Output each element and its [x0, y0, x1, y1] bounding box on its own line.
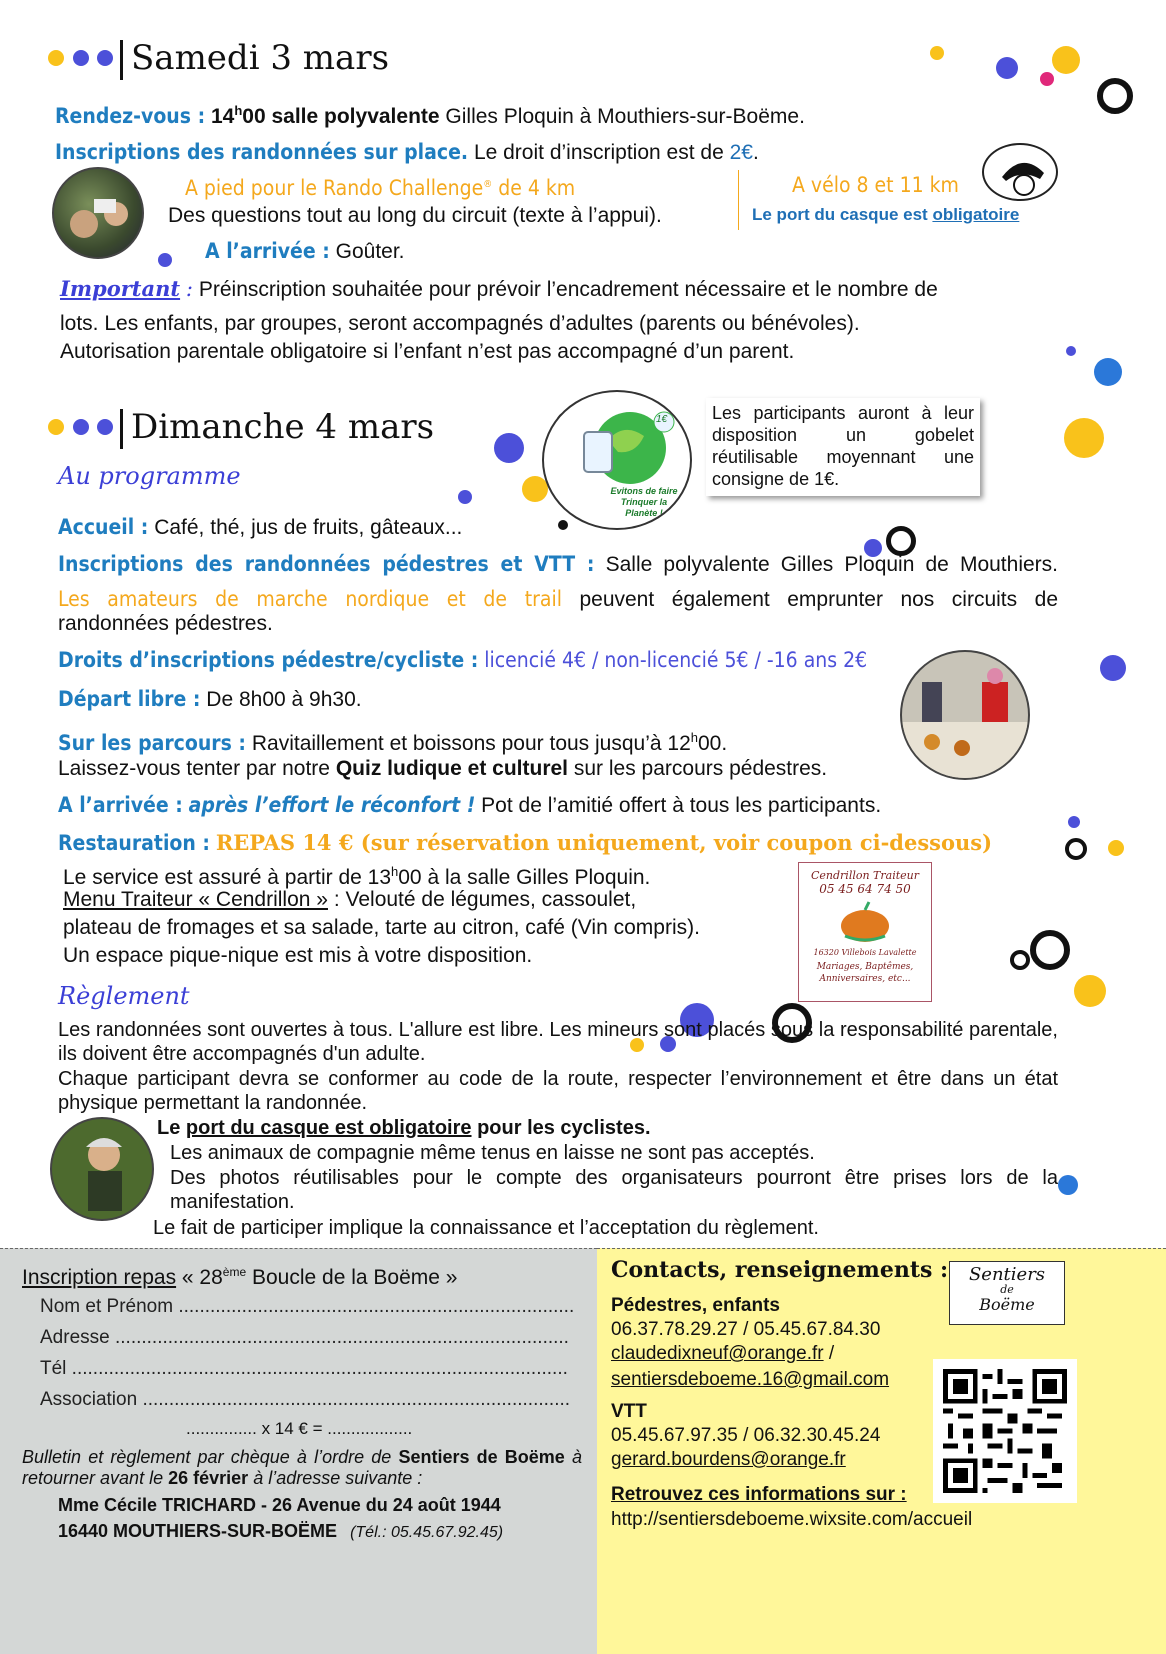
form-addr2: 16440 MOUTHIERS-SUR-BOËME (Tél.: 05.45.67.92.45): [58, 1521, 504, 1541]
form-total[interactable]: ............... x 14 € = ..................: [186, 1419, 413, 1438]
site-url[interactable]: http://sentiersdeboeme.wixsite.com/accueil: [611, 1509, 973, 1530]
traiteur-city: 16320 Villebois Lavalette: [813, 948, 917, 957]
arrivee-line: A l’arrivée : après l’effort le réconfort ! Pot de l’amitié offert à tous les participants.: [58, 793, 882, 817]
bike-link[interactable]: obligatoire: [932, 205, 1020, 224]
bike-text: Le port du casque est obligatoire: [752, 205, 1020, 224]
col-divider: [738, 170, 739, 230]
quiz-line: Laissez-vous tenter par notre Quiz ludique et culturel sur les parcours pédestres.: [58, 757, 828, 780]
resto-l2: Menu Traiteur « Cendrillon » : Velouté de légumes, cassoulet,: [63, 888, 637, 911]
bike-label: A vélo 8 et 11 km: [792, 173, 959, 197]
vtt-label: VTT: [611, 1401, 647, 1422]
important-line1: Important : Préinscription souhaitée pour prévoir l’encadrement nécessaire et le nombre de: [60, 276, 938, 301]
form-adresse[interactable]: Adresse ......................................................................................: [40, 1327, 569, 1348]
ped-phones: 06.37.78.29.27 / 05.45.67.84.30: [611, 1319, 881, 1340]
foot-text: Des questions tout au long du circuit (texte à l’appui).: [168, 204, 662, 227]
form-tel[interactable]: Tél ..............................................................................................: [40, 1358, 568, 1379]
parcours-line: Sur les parcours : Ravitaillement et boissons pour tous jusqu’à 12$^h$00.: [58, 730, 728, 755]
traiteur-phone: 05 45 64 74 50: [819, 882, 911, 896]
form-addr1: Mme Cécile TRICHARD - 26 Avenue du 24 août 1944: [58, 1495, 501, 1515]
programme-title: Au programme: [58, 462, 241, 490]
traiteur-tag: Mariages, Baptêmes, Anniversaires, etc...: [816, 962, 914, 984]
form-nom[interactable]: Nom et Prénom ...........................................................................: [40, 1296, 575, 1317]
rdv-line: Rendez-vous : 14$^h$00 salle polyvalente Gilles Ploquin à Mouthiers-sur-Boëme.: [55, 103, 805, 128]
important-line3: Autorisation parentale obligatoire si l’enfant n’est pas accompagné d’un parent.: [60, 340, 795, 363]
eco-logo: [542, 390, 692, 530]
vtt-mail[interactable]: gerard.bourdens@orange.fr: [611, 1449, 846, 1470]
ped-mail1[interactable]: claudedixneuf@orange.fr: [611, 1343, 824, 1364]
reglement-p2: Chaque participant devra se conformer au code de la route, respecter l’environnement et être dans un état physique permettant la randonnée.: [58, 1068, 1058, 1114]
animaux-line: Les animaux de compagnie même tenus en laisse ne sont pas acceptés.: [170, 1142, 815, 1164]
ped-mail2[interactable]: sentiersdeboeme.16@gmail.com: [611, 1369, 890, 1390]
inscr-line: Inscriptions des randonnées sur place. Le droit d’inscription est de 2€.: [55, 140, 759, 164]
sunday-heading: Dimanche 4 mars: [120, 407, 434, 449]
retrouvez: Retrouvez ces informations sur :: [611, 1484, 907, 1505]
meal-form: [0, 1248, 597, 1654]
important-line2: lots. Les enfants, par groupes, seront accompagnés d’adultes (parents ou bénévoles).: [60, 312, 860, 335]
inscr-sun-line: Inscriptions des randonnées pédestres et VTT : Salle polyvalente Gilles Ploquin de Mouthiers.: [58, 552, 1058, 576]
form-bulletin: Bulletin et règlement par chèque à l’ordre de Sentiers de Boëme à retourner avant le 26 février à l’adresse suivante :: [22, 1447, 582, 1488]
nordic-line2: randonnées pédestres.: [58, 612, 273, 635]
ped-label: Pédestres, enfants: [611, 1295, 780, 1316]
casque-line: Le port du casque est obligatoire pour les cyclistes.: [157, 1117, 651, 1139]
droits-line: Droits d’inscriptions pédestre/cycliste : licencié 4€ / non-licencié 5€ / -16 ans 2€: [58, 648, 868, 672]
depart-line: Départ libre : De 8h00 à 9h30.: [58, 687, 362, 711]
resto-l4: Un espace pique-nique est mis à votre disposition.: [63, 944, 533, 967]
vtt-phones: 05.45.67.97.35 / 06.32.30.45.24: [611, 1425, 881, 1446]
gobelet-box: Les participants auront à leur disposition un gobelet réutilisable moyennant une consigne de 1€.: [706, 398, 980, 496]
nordic-line: Les amateurs de marche nordique et de trail peuvent également emprunter nos circuits de: [58, 587, 1058, 611]
resto-l3: plateau de fromages et sa salade, tarte au citron, café (Vin compris).: [63, 916, 700, 939]
ped-mail-line: claudedixneuf@orange.fr /: [611, 1343, 835, 1364]
saturday-heading: Samedi 3 mars: [120, 38, 389, 80]
resto-line: Restauration : REPAS 14 € (sur réservation uniquement, voir coupon ci-dessous): [58, 830, 993, 855]
accueil-line: Accueil : Café, thé, jus de fruits, gâteaux...: [58, 515, 463, 539]
contacts-title: Contacts, renseignements :: [611, 1257, 949, 1283]
arrival-line: A l’arrivée : Goûter.: [205, 239, 405, 263]
contacts-panel: [597, 1248, 1166, 1654]
kids-photo: [52, 167, 144, 259]
rider-photo: [50, 1117, 154, 1221]
fait-line: Le fait de participer implique la connaissance et l’acceptation du règlement.: [153, 1217, 819, 1239]
qr-code[interactable]: [933, 1359, 1077, 1503]
resto-l1: Le service est assuré à partir de 13$^h$00 à la salle Gilles Ploquin.: [63, 864, 651, 889]
traiteur-card: [798, 862, 932, 1002]
eco-text: Evitons de faire Trinquer la Planète !: [610, 486, 678, 518]
traiteur-name: Cendrillon Traiteur: [810, 869, 919, 882]
sentiers-logo: Sentiers de Boëme: [949, 1261, 1065, 1325]
reglement-title: Règlement: [58, 982, 190, 1010]
photos-line: Des photos réutilisables pour le compte des organisateurs pourront être prises lors de la manifestation.: [170, 1167, 1058, 1213]
reglement-p1: Les randonnées sont ouvertes à tous. L'allure est libre. Les mineurs sont placés sous la responsabilité parentale, ils doivent être accompagnés d'un adulte.: [58, 1019, 1058, 1065]
cyclist-icon: [982, 143, 1058, 201]
eco-price: 1€: [656, 414, 668, 425]
buffet-photo: [900, 650, 1030, 780]
form-association[interactable]: Association .................................................................................: [40, 1389, 571, 1410]
form-title: Inscription repas « 28ème Boucle de la Boëme »: [22, 1265, 458, 1289]
foot-label: A pied pour le Rando Challenge® de 4 km: [185, 176, 576, 200]
